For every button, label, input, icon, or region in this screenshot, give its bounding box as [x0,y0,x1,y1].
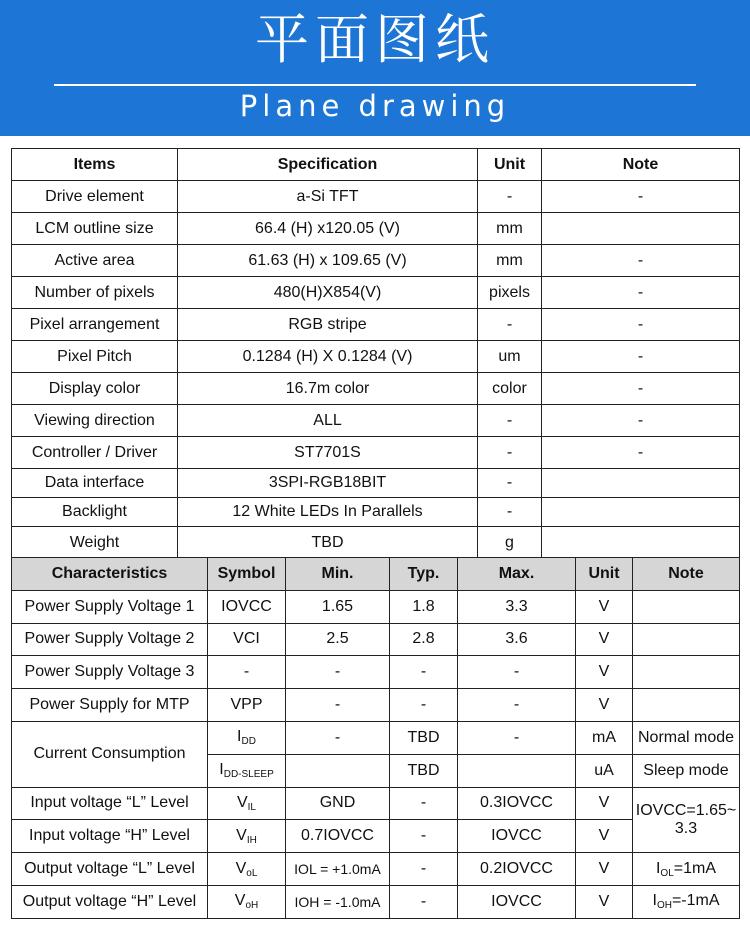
table-cell: - [542,245,740,277]
table-cell: mm [478,213,542,245]
table-cell: 1.65 [286,590,390,623]
table-cell [633,853,740,886]
table-cell: Power Supply Voltage 3 [12,656,208,689]
symbol-subscript: oH [245,900,259,912]
table-cell [633,623,740,656]
table-cell: TBD [390,721,458,754]
symbol-subscript: IH [246,834,257,846]
header-banner [0,0,750,136]
table-row [12,373,740,405]
table-row [12,787,740,820]
header-cell: Min. [286,558,390,591]
table-cell: - [542,405,740,437]
table-cell: ST7701S [178,437,478,469]
table-cell: 66.4 (H) x120.05 (V) [178,213,478,245]
table-row [12,469,740,498]
header-cell: Symbol [208,558,286,591]
table-cell: - [286,656,390,689]
header-cell: Specification [178,149,478,181]
table-cell: - [286,689,390,722]
table-row [12,885,740,918]
table-cell: 3.6 [458,623,576,656]
table-cell: V [576,656,633,689]
symbol-main: V [234,892,246,910]
note-subscript: OL [660,867,674,879]
table-cell: - [542,437,740,469]
symbol-subscript: oL [246,867,258,879]
header-cell: Characteristics [12,558,208,591]
table-cell: Output voltage “H” Level [12,885,208,918]
table-cell: uA [576,754,633,787]
table-cell: - [542,373,740,405]
symbol-main: V [236,793,248,811]
table-cell [286,754,390,787]
table-cell [208,721,286,754]
table-cell: 16.7m color [178,373,478,405]
table-cell: - [286,721,390,754]
table-row [12,213,740,245]
table-row [12,245,740,277]
note-line: IOVCC=1.65~ [635,801,737,819]
note-main: I [652,892,657,910]
table-row [12,820,740,853]
table-cell: - [478,437,542,469]
table-cell: Sleep mode [633,754,740,787]
table-cell: IOVCC [458,885,576,918]
table-cell: RGB stripe [178,309,478,341]
table-cell: Pixel Pitch [12,341,178,373]
table-cell [208,853,286,886]
header-cell: Items [12,149,178,181]
table-cell [633,689,740,722]
specification-table [11,148,740,559]
table-cell: VPP [208,689,286,722]
table-cell [208,787,286,820]
table-cell: Normal mode [633,721,740,754]
table-cell: V [576,623,633,656]
table-cell: color [478,373,542,405]
table-cell: mm [478,245,542,277]
table-row [12,853,740,886]
electrical-characteristics-table [11,557,740,919]
header-cell: Max. [458,558,576,591]
table-cell: TBD [178,527,478,559]
table-cell: 0.1284 (H) X 0.1284 (V) [178,341,478,373]
symbol-main: V [236,826,247,844]
note-rest: =1mA [673,859,717,877]
table-cell: - [478,309,542,341]
table-header-row [12,149,740,181]
table-cell: 0.3IOVCC [458,787,576,820]
table-cell: Input voltage “L” Level [12,787,208,820]
note-subscript: OH [656,900,672,912]
table-cell [633,656,740,689]
table-cell: - [478,405,542,437]
table-cell: V [576,853,633,886]
table-row [12,181,740,213]
table-cell: 3.3 [458,590,576,623]
header-cell: Unit [478,149,542,181]
table-cell: Active area [12,245,178,277]
header-cell: Note [633,558,740,591]
table-cell: Drive element [12,181,178,213]
table-cell: Display color [12,373,178,405]
table-cell: IOL = +1.0mA [286,853,390,886]
table-cell: Input voltage “H” Level [12,820,208,853]
table-cell: Output voltage “L” Level [12,853,208,886]
table-row [12,721,740,754]
table-cell: - [390,885,458,918]
table-cell: Data interface [12,469,178,498]
table-cell: VCI [208,623,286,656]
table-cell: a-Si TFT [178,181,478,213]
table-row [12,656,740,689]
note-line: 3.3 [674,819,698,837]
table-cell: 2.5 [286,623,390,656]
table-cell: IOVCC [208,590,286,623]
symbol-subscript: DD [241,736,256,748]
table-cell: - [390,820,458,853]
symbol-subscript: DD-SLEEP [223,769,274,781]
table-row [12,277,740,309]
symbol-main: V [235,859,247,877]
page-title-en: Plane drawing [239,89,511,123]
symbol-main: I [219,761,224,779]
table-cell: V [576,820,633,853]
table-cell: ALL [178,405,478,437]
table-cell: - [390,853,458,886]
table-cell: LCM outline size [12,213,178,245]
table-cell [542,527,740,559]
table-cell: Pixel arrangement [12,309,178,341]
table-cell: - [390,787,458,820]
table-cell: - [458,721,576,754]
table-cell: pixels [478,277,542,309]
table-cell: Current Consumption [12,721,208,787]
table-row [12,527,740,559]
table-cell: 0.2IOVCC [458,853,576,886]
table-cell [633,787,740,853]
table-cell: TBD [390,754,458,787]
table-cell: Controller / Driver [12,437,178,469]
table-row [12,498,740,527]
table-cell [542,498,740,527]
table-cell: GND [286,787,390,820]
table-cell: 0.7IOVCC [286,820,390,853]
table-cell [458,754,576,787]
table-cell [208,885,286,918]
table-cell: V [576,689,633,722]
header-cell: Unit [576,558,633,591]
table-cell: Viewing direction [12,405,178,437]
table-cell: um [478,341,542,373]
table-cell: - [478,469,542,498]
table-cell: 61.63 (H) x 109.65 (V) [178,245,478,277]
table-cell: - [542,181,740,213]
symbol-subscript: IL [247,801,256,813]
note-main: I [655,859,661,877]
table-cell: - [478,181,542,213]
table-cell: - [542,341,740,373]
table-cell: V [576,590,633,623]
table-cell: 2.8 [390,623,458,656]
table-cell: - [478,498,542,527]
header-cell: Note [542,149,740,181]
table-cell: V [576,787,633,820]
table-cell [208,754,286,787]
table-cell: Backlight [12,498,178,527]
table-cell: - [458,656,576,689]
table-cell: 480(H)X854(V) [178,277,478,309]
table-row [12,437,740,469]
table-header-row [12,558,740,591]
note-rest: =-1mA [671,892,720,910]
table-row [12,405,740,437]
table-cell: Power Supply for MTP [12,689,208,722]
table-row [12,623,740,656]
table-cell: - [208,656,286,689]
table-cell [208,820,286,853]
table-row [12,309,740,341]
table-cell: - [458,689,576,722]
table-cell: 3SPI-RGB18BIT [178,469,478,498]
header-cell: Typ. [390,558,458,591]
table-row [12,689,740,722]
table-cell: Number of pixels [12,277,178,309]
table-cell: V [576,885,633,918]
table-cell: Weight [12,527,178,559]
table-row [12,590,740,623]
page-title-cn: 平面图纸 [255,8,495,71]
table-cell: - [390,656,458,689]
table-cell [542,469,740,498]
table-cell [542,213,740,245]
table-cell: - [390,689,458,722]
table-cell: Power Supply Voltage 2 [12,623,208,656]
table-cell: g [478,527,542,559]
table-cell: - [542,309,740,341]
table-cell [633,885,740,918]
table-cell: IOH = -1.0mA [286,885,390,918]
table-cell: mA [576,721,633,754]
table-cell [633,590,740,623]
table-cell: 12 White LEDs In Parallels [178,498,478,527]
table-cell: - [542,277,740,309]
table-cell: IOVCC [458,820,576,853]
table-cell: Power Supply Voltage 1 [12,590,208,623]
table-cell: 1.8 [390,590,458,623]
symbol-main: I [237,728,242,746]
table-row [12,341,740,373]
